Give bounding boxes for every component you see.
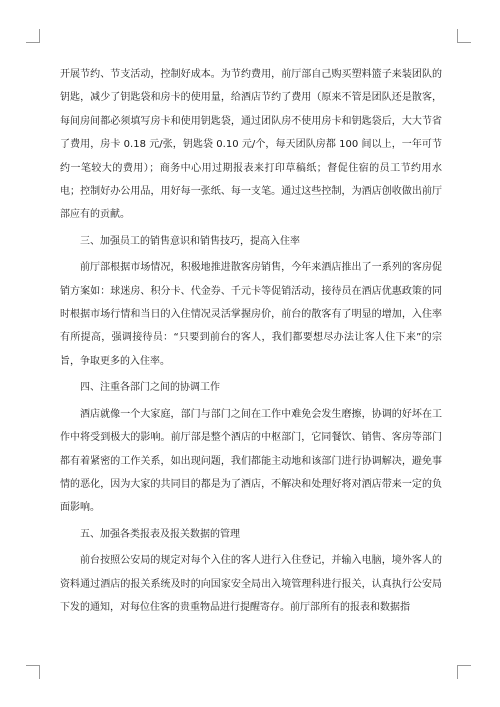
section-heading-coordination: 四、注重各部门之间的协调工作 (80, 382, 220, 394)
crop-mark-bottom-left (26, 665, 40, 679)
paragraph-reports: 前台按照公安局的规定对每个入住的客人进行入住登记，并输入电脑，境外客人的资料通过酒店的报关系统及时的向国家安全局出入境管理科进行报关，认真执行公安局下发的通知，对每位住客的贵重物品进行提醒寄存。前厅部所有的报表和数据指 (60, 555, 442, 613)
paragraph-cost-control: 开展节约、节支活动，控制好成本。为节约费用，前厅部自己购买塑料篮子来装团队的钥匙，减少了钥匙袋和房卡的使用量，给酒店节约了费用（原来不管是团队还是散客，每间房间都必须填写房卡和使用钥匙袋，通过团队房不使用房卡和钥匙袋后，大大节省了费用，房卡 0.18 元/张，钥匙袋 0.10 元/个，每天团队房都 100 间以上，一年可节约一笔较大的费用）；商务中心用过期报表来打印草稿纸；督促住宿的员工节约用水电；控制好办公用品，用好每一张纸、每一支笔。通过这些控制，为酒店创收做出前厅部应有的贡献。 (60, 69, 442, 221)
section-heading-sales: 三、加强员工的销售意识和销售技巧，提高入住率 (80, 235, 300, 247)
section-heading-reports: 五、加强各类报表及报关数据的管理 (80, 528, 240, 540)
crop-mark-top-left (26, 29, 40, 43)
crop-mark-top-right (457, 29, 471, 43)
paragraph-coordination: 酒店就像一个大家庭，部门与部门之间在工作中难免会发生磨擦，协调的好坏在工作中将受到极大的影响。前厅部是整个酒店的中枢部门，它同餐饮、销售、客房等部门都有着紧密的工作关系，如出现问题，我们都能主动地和该部门进行协调解决，避免事情的恶化，因为大家的共同目的都是为了酒店，不解决和处理好将对酒店带来一定的负面影响。 (60, 408, 442, 514)
paragraph-sales: 前厅部根据市场情况，积极地推进散客房销售，今年来酒店推出了一系列的客房促销方案如：球迷房、积分卡、代金券、千元卡等促销活动，接待员在酒店优惠政策的同时根据市场行情和当日的入住情况灵活掌握房价，前台的散客有了明显的增加，入住率有所提高，强调接待员：“只要到前台的客人，我们都要想尽办法让客人住下来”的宗旨，争取更多的入住率。 (60, 262, 442, 367)
document-body (60, 63, 442, 619)
crop-mark-bottom-right (457, 665, 471, 679)
